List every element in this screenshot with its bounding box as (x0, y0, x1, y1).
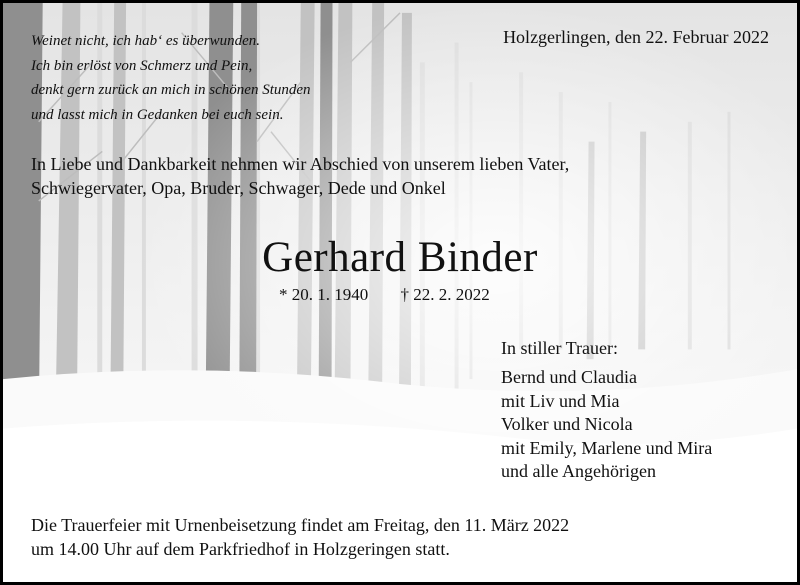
memorial-poem (31, 29, 311, 127)
mourning-label: In stiller Trauer: (501, 338, 618, 358)
mourner-line: mit Emily, Marlene und Mira (501, 437, 713, 458)
mourners-list (501, 366, 712, 484)
funeral-line: um 14.00 Uhr auf dem Parkfriedhof in Holzgeringen statt. (31, 539, 450, 559)
death-date: † 22. 2. 2022 (400, 285, 490, 304)
funeral-info (31, 513, 569, 561)
poem-line: Ich bin erlöst von Schmerz und Pein, (31, 57, 253, 74)
birth-date: * 20. 1. 1940 (279, 285, 369, 304)
intro-line: In Liebe und Dankbarkeit nehmen wir Abschied von unserem lieben Vater, (31, 154, 570, 174)
mourner-line: Bernd und Claudia (501, 367, 637, 387)
mourner-line: mit Liv und Mia (501, 390, 620, 411)
poem-line: denkt gern zurück an mich in schönen Stunden (31, 82, 311, 98)
funeral-line: Die Trauerfeier mit Urnenbeisetzung findet am Freitag, den 11. März 2022 (31, 515, 570, 535)
mourner-line: und alle Angehörigen (501, 461, 656, 481)
mourner-line: Volker und Nicola (501, 414, 633, 434)
intro-line: Schwiegervater, Opa, Bruder, Schwager, Dede und Onkel (31, 178, 446, 198)
farewell-intro (31, 152, 569, 200)
poem-line: Weinet nicht, ich hab‘ es überwunden. (31, 33, 260, 49)
place-and-date: Holzgerlingen, den 22. Februar 2022 (503, 27, 769, 47)
deceased-name: Gerhard Binder (262, 234, 538, 281)
poem-line: und lasst mich in Gedanken bei euch sein. (31, 106, 284, 123)
life-dates (279, 285, 490, 305)
